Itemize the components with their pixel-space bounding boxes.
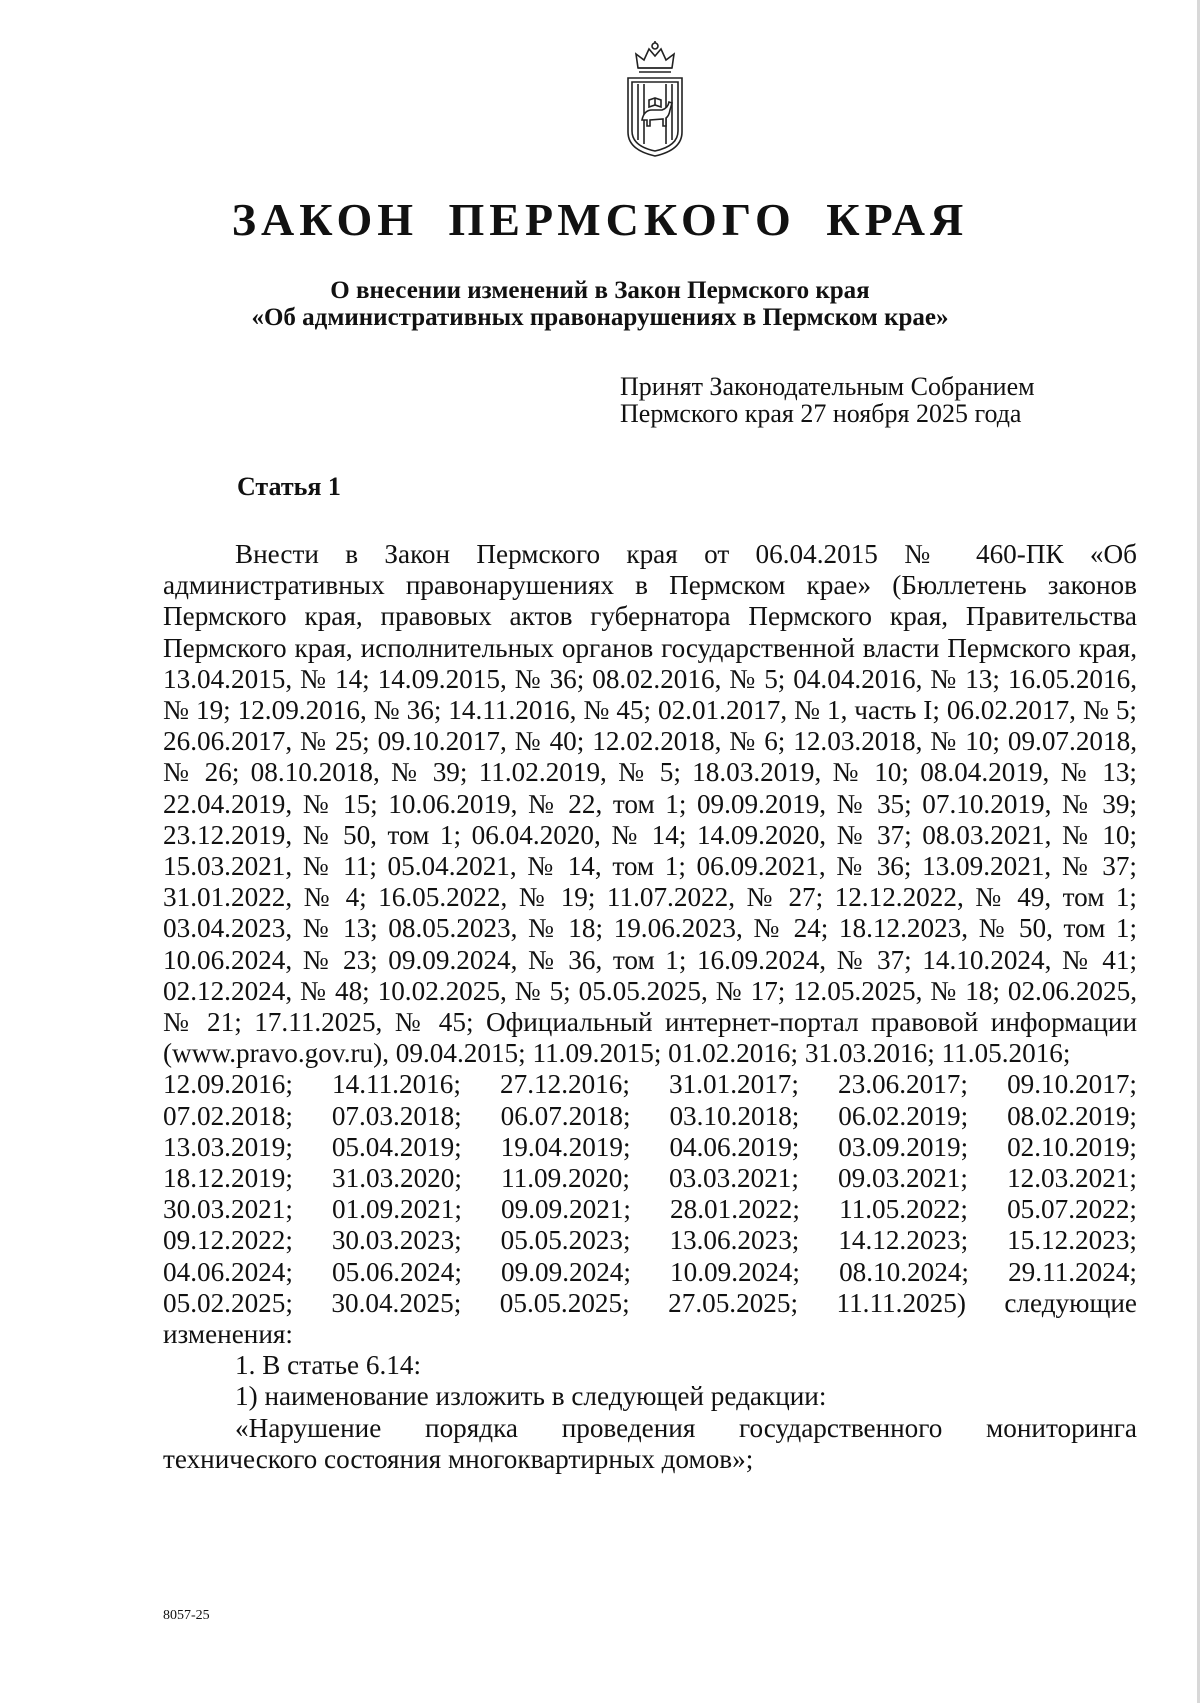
- dates-row: [163, 1069, 1137, 1100]
- date-cell: 14.12.2023;: [838, 1225, 969, 1256]
- date-cell: 06.07.2018;: [500, 1100, 631, 1131]
- article-body: [163, 539, 1137, 1475]
- date-cell: 11.11.2025): [836, 1287, 966, 1318]
- date-cell: 05.04.2019;: [331, 1131, 462, 1162]
- amendment-quote: «Нарушение порядка проведения государственного мониторинга технического состояния многоквартирных домов»;: [163, 1412, 1137, 1474]
- dates-row: [163, 1194, 1137, 1225]
- date-cell: 23.06.2017;: [838, 1069, 968, 1100]
- date-cell: 13.03.2019;: [163, 1131, 293, 1162]
- date-cell: 05.07.2022;: [1007, 1194, 1137, 1225]
- date-cell: 15.12.2023;: [1007, 1225, 1137, 1256]
- dates-row: [163, 1132, 1137, 1163]
- document-code: 8057-25: [163, 1608, 210, 1623]
- adoption-note: [620, 373, 1120, 427]
- date-cell: 09.10.2017;: [1007, 1069, 1137, 1100]
- adoption-line: Принят Законодательным Собранием: [620, 372, 1035, 401]
- date-cell: 05.06.2024;: [332, 1256, 462, 1287]
- date-cell: 11.09.2020;: [501, 1163, 630, 1194]
- date-cell: 30.03.2021;: [163, 1194, 293, 1225]
- subtitle-line: «Об административных правонарушениях в Пермском крае»: [251, 304, 949, 331]
- date-cell: 05.05.2023;: [500, 1225, 631, 1256]
- date-cell: 12.03.2021;: [1007, 1163, 1137, 1194]
- date-cell: 02.10.2019;: [1007, 1131, 1137, 1162]
- article-intro-paragraph: Внести в Закон Пермского края от 06.04.2015 № 460-ПК «Об административных правонарушениях в Пермском крае» (Бюллетень законов Пермского края, правовых актов губернатора Пермского края, Правительства Пермского края, исполнительных органов государственной власти Пермского края, 13.04.2015, № 14; 14.09.2015, № 36; 08.02.2016, № 5; 04.04.2016, № 13; 16.05.2016, № 19; 12.09.2016, № 36; 14.11.2016, № 45; 02.01.2017, № 1, часть I; 06.02.2017, № 5; 26.06.2017, № 25; 09.10.2017, № 40; 12.02.2018, № 6; 12.03.2018, № 10; 09.07.2018, № 26; 08.10.2018, № 39; 11.02.2019, № 5; 18.03.2019, № 10; 08.04.2019, № 13; 22.04.2019, № 15; 10.06.2019, № 22, том 1; 09.09.2019, № 35; 07.10.2019, № 39; 23.12.2019, № 50, том 1; 06.04.2020, № 14; 14.09.2020, № 37; 08.03.2021, № 10; 15.03.2021, № 11; 05.04.2021, № 14, том 1; 06.09.2021, № 36; 13.09.2021, № 37; 31.01.2022, № 4; 16.05.2022, № 19; 11.07.2022, № 27; 12.12.2022, № 49, том 1; 03.04.2023, № 13; 08.05.2023, № 18; 19.06.2023, № 24; 18.12.2023, № 50, том 1; 10.06.2024, № 23; 09.09.2024, № 36, том 1; 16.09.2024, № 37; 14.10.2024, № 41; 02.12.2024, № 48; 10.02.2025, № 5; 05.05.2025, № 17; 12.05.2025, № 18; 02.06.2025, № 21; 17.11.2025, № 45; Официальный интернет-портал правовой информации (www.pravo.gov.ru), 09.04.2015; 11.09.2015; 01.02.2016; 31.03.2016; 11.05.2016;: [163, 539, 1137, 1069]
- date-cell: 04.06.2019;: [669, 1131, 800, 1162]
- dates-row: [163, 1225, 1137, 1256]
- date-cell: 27.12.2016;: [500, 1069, 630, 1100]
- date-cell: 05.02.2025;: [163, 1287, 293, 1318]
- date-cell: 03.03.2021;: [669, 1163, 799, 1194]
- date-cell: 03.10.2018;: [669, 1100, 800, 1131]
- date-cell: 31.03.2020;: [332, 1163, 462, 1194]
- date-cell: 01.09.2021;: [332, 1194, 462, 1225]
- law-subtitle: [0, 277, 1200, 331]
- dates-row: [163, 1101, 1137, 1132]
- publication-dates-list: [163, 1069, 1137, 1319]
- date-cell: 30.04.2025;: [331, 1287, 462, 1318]
- date-cell: 14.11.2016;: [332, 1069, 461, 1100]
- dates-row: [163, 1288, 1137, 1319]
- date-cell: 09.09.2024;: [501, 1256, 631, 1287]
- date-cell: 31.01.2017;: [669, 1069, 799, 1100]
- date-cell: следующие: [1004, 1287, 1137, 1318]
- date-cell: 07.03.2018;: [331, 1100, 462, 1131]
- date-cell: 30.03.2023;: [331, 1225, 462, 1256]
- date-cell: 06.02.2019;: [838, 1100, 969, 1131]
- adoption-line: Пермского края 27 ноября 2025 года: [620, 399, 1022, 428]
- dates-row: [163, 1257, 1137, 1288]
- date-cell: 09.12.2022;: [163, 1225, 293, 1256]
- dates-tail: изменения:: [163, 1318, 293, 1349]
- date-cell: 09.03.2021;: [838, 1163, 968, 1194]
- date-cell: 13.06.2023;: [669, 1225, 800, 1256]
- article-heading: Статья 1: [237, 472, 341, 501]
- date-cell: 07.02.2018;: [163, 1100, 293, 1131]
- page-title: ЗАКОН ПЕРМСКОГО КРАЯ: [231, 194, 969, 245]
- date-cell: 11.05.2022;: [839, 1194, 968, 1225]
- date-cell: 10.09.2024;: [670, 1256, 800, 1287]
- amendment-point: 1. В статье 6.14:: [235, 1350, 422, 1381]
- date-cell: 05.05.2025;: [499, 1287, 630, 1318]
- date-cell: 12.09.2016;: [163, 1069, 293, 1100]
- coat-of-arms-icon: [622, 40, 688, 158]
- dates-row: [163, 1163, 1137, 1194]
- date-cell: 03.09.2019;: [838, 1131, 969, 1162]
- date-cell: 29.11.2024;: [1008, 1256, 1137, 1287]
- date-cell: 09.09.2021;: [501, 1194, 631, 1225]
- date-cell: 08.10.2024;: [839, 1256, 969, 1287]
- date-cell: 08.02.2019;: [1007, 1100, 1137, 1131]
- date-cell: 19.04.2019;: [500, 1131, 631, 1162]
- date-cell: 27.05.2025;: [668, 1287, 799, 1318]
- subtitle-line: О внесении изменений в Закон Пермского края: [330, 277, 870, 304]
- date-cell: 28.01.2022;: [670, 1194, 800, 1225]
- date-cell: 18.12.2019;: [163, 1163, 293, 1194]
- date-cell: 04.06.2024;: [163, 1256, 293, 1287]
- amendment-subpoint: 1) наименование изложить в следующей редакции:: [235, 1381, 827, 1412]
